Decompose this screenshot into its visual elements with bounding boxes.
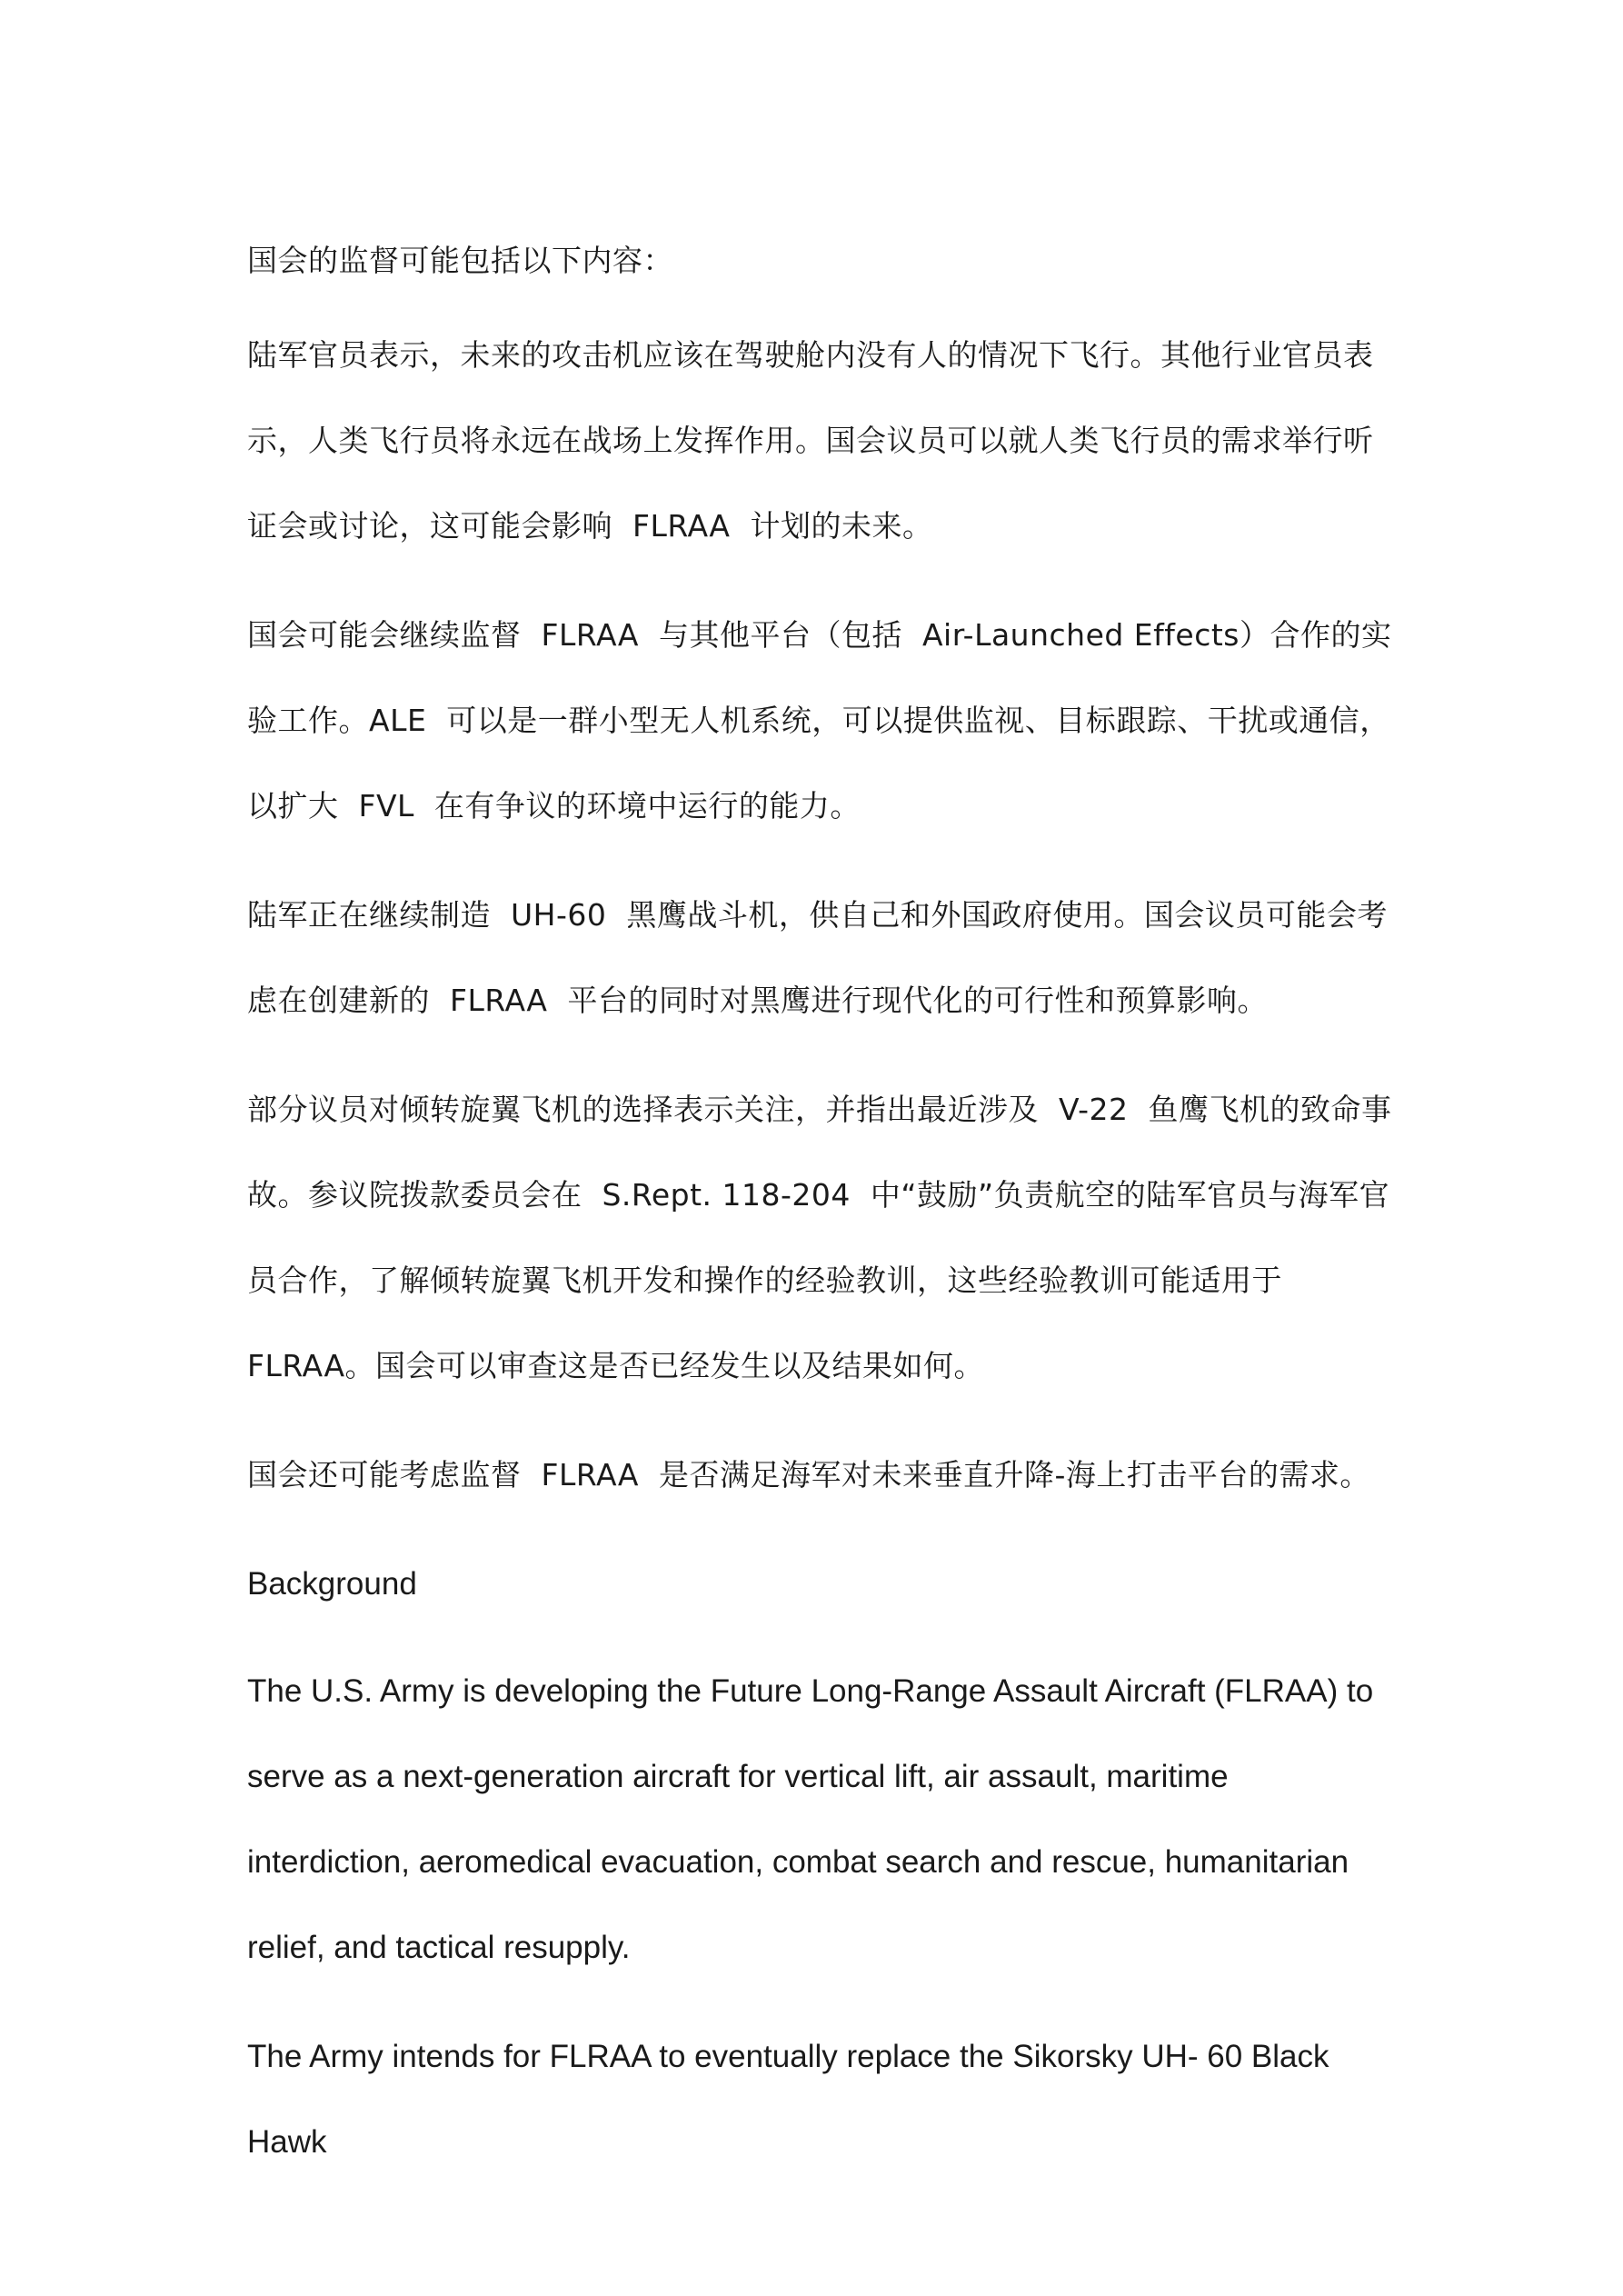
- section-heading: Background: [247, 1566, 417, 1602]
- document-page: [247, 218, 1392, 2209]
- paragraph-flraa-replace: The Army intends for FLRAA to eventually replace the Sikorsky UH- 60 Black Hawk: [247, 2039, 1339, 2160]
- paragraph-ale-experiments: 国会可能会继续监督 FLRAA 与其他平台（包括 Air-Launched Effects）合作的实验工作。ALE 可以是一群小型无人机系统，可以提供监视、目标跟踪、干扰或通信，以扩大 FVL 在有争议的环境中运行的能力。: [247, 617, 1392, 824]
- paragraph-pilot-need: 陆军官员表示，未来的攻击机应该在驾驶舱内没有人的情况下飞行。其他行业官员表示，人类飞行员将永远在战场上发挥作用。国会议员可以就人类飞行员的需求举行听证会或讨论，这可能会影响 FLRAA 计划的未来。: [247, 337, 1374, 544]
- paragraph-tiltrotor: 部分议员对倾转旋翼飞机的选择表示关注，并指出最近涉及 V-22 鱼鹰飞机的致命事故。参议院拨款委员会在 S.Rept. 118-204 中“鼓励”负责航空的陆军官员与海军官员合作，了解倾转旋翼飞机开发和操作的经验教训，这些经验教训可能适用于FLRAA。国会可以审查这是否已经发生以及结果如何。: [247, 1092, 1392, 1383]
- paragraph-flraa-overview: The U.S. Army is developing the Future Long-Range Assault Aircraft (FLRAA) to serve as a next-generation aircraft for vertical lift, air assault, maritime interdiction, aeromedical evacuation, combat search and rescue, humanitarian relief, and tactical resupply.: [247, 1673, 1382, 1965]
- intro-paragraph: 国会的监督可能包括以下内容：: [247, 243, 673, 278]
- paragraph-black-hawk: 陆军正在继续制造 UH-60 黑鹰战斗机，供自己和外国政府使用。国会议员可能会考虑在创建新的 FLRAA 平台的同时对黑鹰进行现代化的可行性和预算影响。: [247, 897, 1388, 1018]
- paragraph-navy-needs: 国会还可能考虑监督 FLRAA 是否满足海军对未来垂直升降-海上打击平台的需求。: [247, 1457, 1370, 1492]
